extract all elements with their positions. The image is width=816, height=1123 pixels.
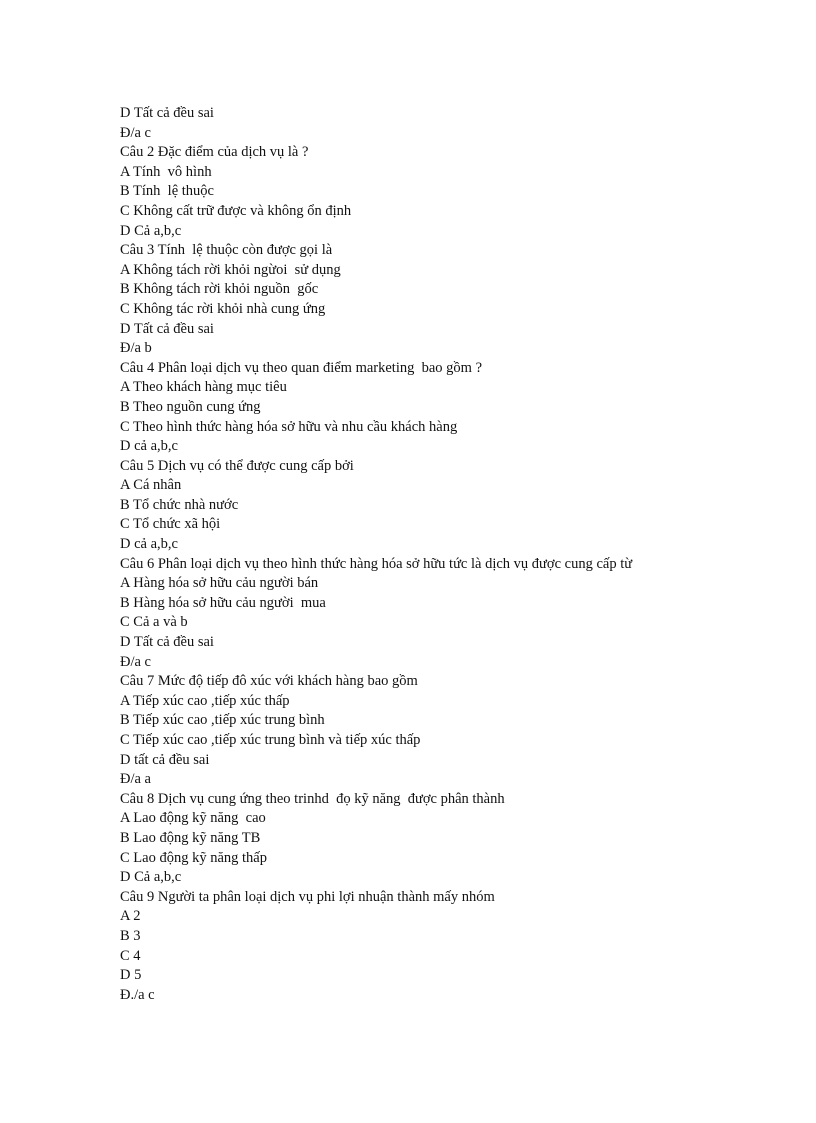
text-line: D Cả a,b,c bbox=[120, 869, 182, 886]
text-line: Đ/a a bbox=[120, 771, 151, 788]
text-line: Câu 6 Phân loại dịch vụ theo hình thức hàng hóa sở hữu tức là dịch vụ được cung cấp từ bbox=[120, 555, 633, 572]
text-line: A Tính vô hình bbox=[120, 163, 212, 180]
text-line: D tất cả đều sai bbox=[120, 751, 210, 768]
text-line: B Theo nguồn cung ứng bbox=[120, 398, 261, 415]
text-line: B 3 bbox=[120, 927, 141, 944]
text-line: A Cá nhân bbox=[120, 477, 182, 494]
text-line: D 5 bbox=[120, 967, 142, 984]
text-line: C Tiếp xúc cao ,tiếp xúc trung bình và tiếp xúc thấp bbox=[120, 732, 421, 748]
text-line: Câu 3 Tính lệ thuộc còn được gọi là bbox=[120, 242, 333, 259]
text-line: A Tiếp xúc cao ,tiếp xúc thấp bbox=[120, 692, 290, 709]
text-line: A 2 bbox=[120, 908, 141, 925]
text-line: B Lao động kỹ năng TB bbox=[120, 829, 261, 846]
text-line: A Lao động kỹ năng cao bbox=[120, 810, 266, 827]
text-line: Đ/a c bbox=[120, 124, 151, 141]
text-line: C Không tác rời khỏi nhà cung ứng bbox=[120, 300, 326, 317]
text-line: B Không tách rời khỏi nguồn gốc bbox=[120, 281, 319, 298]
text-line: Đ./a c bbox=[120, 986, 155, 1003]
text-line: C 4 bbox=[120, 947, 141, 964]
text-line: C Theo hình thức hàng hóa sở hữu và nhu cầu khách hàng bbox=[120, 418, 458, 435]
text-line: A Theo khách hàng mục tiêu bbox=[120, 379, 287, 396]
text-line: C Không cất trữ được và không ổn định bbox=[120, 202, 352, 219]
text-line: Câu 7 Mức độ tiếp đô xúc với khách hàng bao gồm bbox=[120, 673, 418, 690]
text-line: C Cả a và b bbox=[120, 614, 188, 631]
text-line: B Tổ chức nhà nước bbox=[120, 496, 239, 513]
text-line: D cả a,b,c bbox=[120, 438, 178, 455]
text-line: Câu 5 Dịch vụ có thể được cung cấp bởi bbox=[120, 457, 354, 474]
text-line: Đ/a b bbox=[120, 340, 152, 357]
text-line: B Tiếp xúc cao ,tiếp xúc trung bình bbox=[120, 712, 325, 729]
text-line: C Tổ chức xã hội bbox=[120, 516, 221, 533]
text-line: D Cả a,b,c bbox=[120, 222, 182, 239]
text-line: A Hàng hóa sở hữu cảu người bán bbox=[120, 575, 319, 592]
text-line: D Tất cả đều sai bbox=[120, 634, 214, 651]
text-line: Câu 2 Đặc điểm của dịch vụ là ? bbox=[120, 144, 309, 161]
text-line: B Tính lệ thuộc bbox=[120, 183, 214, 200]
document-page bbox=[120, 104, 780, 1005]
text-line: A Không tách rời khỏi ngừoi sử dụng bbox=[120, 261, 341, 278]
text-line: D Tất cả đều sai bbox=[120, 320, 214, 337]
text-line: D Tất cả đều sai bbox=[120, 105, 214, 121]
text-line: Câu 8 Dịch vụ cung ứng theo trinhd đọ kỹ năng được phân thành bbox=[120, 790, 505, 807]
text-line: Đ/a c bbox=[120, 653, 151, 670]
text-line: B Hàng hóa sở hữu cảu người mua bbox=[120, 594, 326, 611]
text-line: Câu 4 Phân loại dịch vụ theo quan điểm marketing bao gồm ? bbox=[120, 359, 483, 376]
text-line: C Lao động kỹ năng thấp bbox=[120, 849, 267, 866]
text-line: D cả a,b,c bbox=[120, 536, 178, 553]
text-line: Câu 9 Người ta phân loại dịch vụ phi lợi nhuận thành mấy nhóm bbox=[120, 888, 495, 905]
